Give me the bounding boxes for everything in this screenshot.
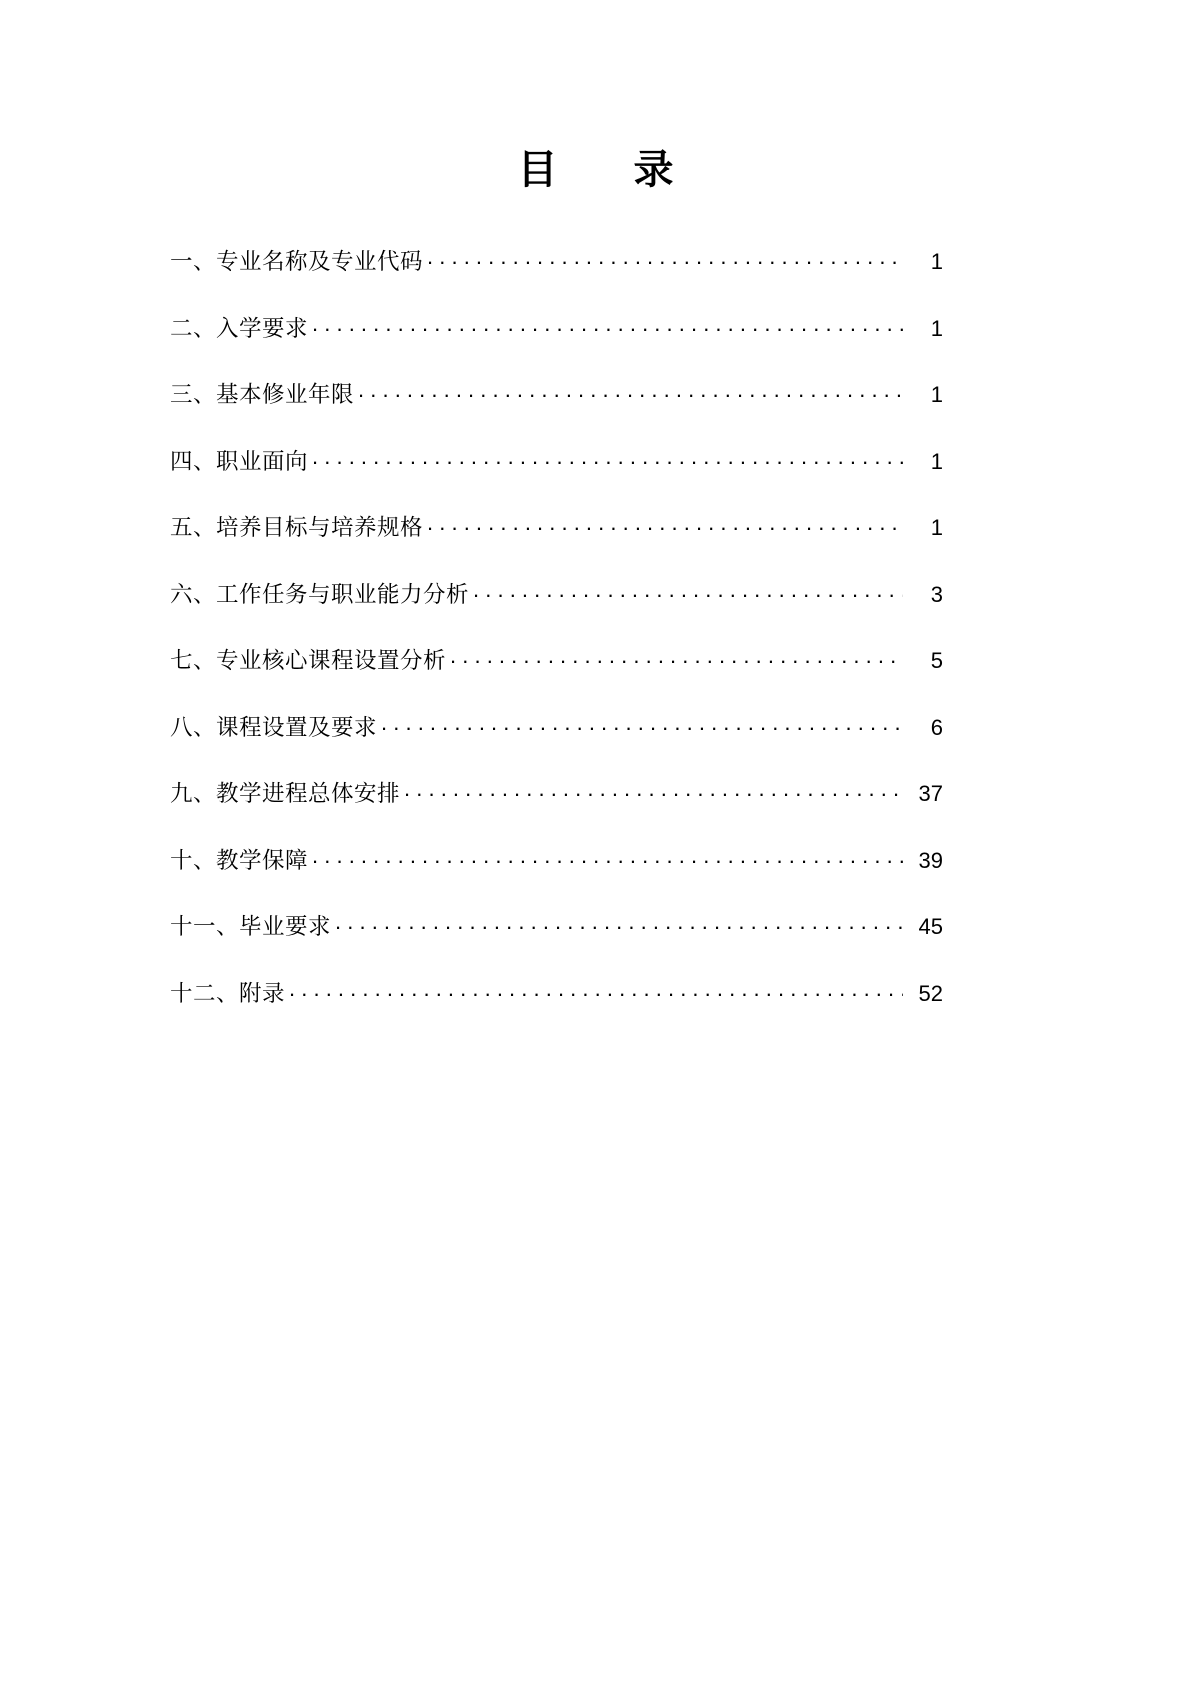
toc-entry[interactable]	[170, 912, 943, 939]
toc-entry-label: 十二、附录	[170, 980, 286, 1006]
page-title: 目 录	[517, 147, 692, 192]
toc-entry[interactable]	[170, 314, 943, 341]
toc-leader-dots	[381, 713, 903, 735]
toc-entry[interactable]	[170, 580, 943, 607]
toc-entry-label: 十一、毕业要求	[170, 914, 332, 939]
toc-entry-label: 七、专业核心课程设置分析	[170, 648, 447, 673]
toc-entry-page: 45	[918, 914, 943, 939]
toc-entry-label: 一、专业名称及专业代码	[170, 249, 424, 274]
toc-entry[interactable]	[170, 380, 943, 407]
toc-entry-page: 1	[930, 382, 943, 407]
toc-entry-page: 52	[918, 980, 943, 1006]
toc-entry-label: 六、工作任务与职业能力分析	[170, 581, 470, 607]
toc-entry-page: 6	[930, 714, 943, 740]
toc-entry[interactable]	[170, 447, 943, 474]
toc-entry[interactable]	[170, 713, 943, 740]
toc-entry[interactable]	[170, 779, 943, 806]
toc-entry-label: 九、教学进程总体安排	[170, 781, 401, 806]
toc-entry-label: 八、课程设置及要求	[170, 714, 378, 740]
toc-leader-dots	[312, 314, 903, 336]
toc-leader-dots	[289, 979, 903, 1001]
toc-entry[interactable]	[170, 247, 943, 274]
toc-entry-page: 39	[918, 847, 943, 873]
toc-entry-label: 十、教学保障	[170, 847, 309, 873]
toc-entry-label: 三、基本修业年限	[170, 382, 355, 407]
table-of-contents	[0, 247, 1191, 1005]
toc-entry-label: 二、入学要求	[170, 315, 309, 341]
toc-entry-page: 1	[930, 515, 943, 540]
toc-leader-dots	[312, 447, 903, 469]
toc-entry[interactable]	[170, 513, 943, 540]
toc-entry-page: 5	[930, 648, 943, 673]
toc-leader-dots	[427, 247, 903, 269]
toc-leader-dots	[427, 513, 903, 535]
toc-entry[interactable]	[170, 846, 943, 873]
toc-entry-page: 1	[930, 249, 943, 274]
toc-entry-page: 3	[930, 581, 943, 607]
toc-entry[interactable]	[170, 646, 943, 673]
toc-leader-dots	[450, 646, 903, 668]
toc-entry[interactable]	[170, 979, 943, 1006]
toc-leader-dots	[335, 912, 903, 934]
toc-leader-dots	[312, 846, 903, 868]
toc-leader-dots	[404, 779, 903, 801]
toc-entry-page: 1	[930, 448, 943, 474]
toc-entry-page: 1	[930, 315, 943, 341]
toc-entry-label: 四、职业面向	[170, 448, 309, 474]
toc-leader-dots	[473, 580, 903, 602]
toc-entry-label: 五、培养目标与培养规格	[170, 515, 424, 540]
toc-leader-dots	[358, 380, 903, 402]
toc-entry-page: 37	[918, 781, 943, 806]
